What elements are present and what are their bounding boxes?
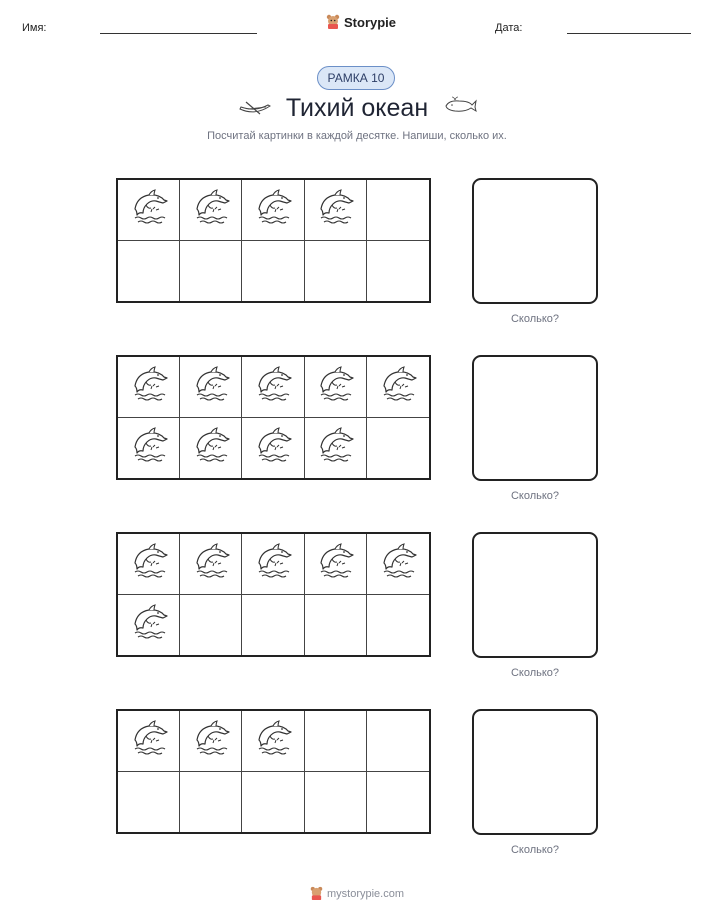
whale-icon — [443, 96, 477, 114]
dolphin-icon — [253, 541, 293, 586]
dolphin-icon — [129, 364, 169, 409]
dolphin-icon — [129, 541, 169, 586]
dolphin-icon — [315, 541, 355, 586]
frame-cell — [242, 357, 304, 418]
dolphin-icon — [378, 364, 418, 409]
bear-logo-icon — [326, 14, 340, 30]
answer-box[interactable] — [472, 532, 598, 658]
frame-cell — [180, 595, 242, 656]
ten-frame — [116, 532, 431, 657]
dolphin-icon — [253, 187, 293, 232]
frame-cell — [242, 418, 304, 479]
footer — [0, 886, 714, 901]
frame-cell — [118, 357, 180, 418]
how-many-label: Сколько? — [510, 667, 560, 679]
bear-logo-icon — [310, 886, 323, 901]
dolphin-icon — [129, 425, 169, 470]
date-label: Дата: — [495, 22, 523, 34]
answer-box[interactable] — [472, 709, 598, 835]
footer-url: mystorypie.com — [326, 887, 405, 900]
frame-cell — [180, 418, 242, 479]
frame-cell — [367, 534, 429, 595]
dolphin-icon — [191, 718, 231, 763]
frame-cell — [305, 180, 367, 241]
name-label: Имя: — [22, 22, 47, 34]
frame-badge: РАМКА 10 — [317, 66, 395, 90]
frame-cell — [242, 711, 304, 772]
dolphin-icon — [191, 541, 231, 586]
frame-cell — [180, 772, 242, 833]
frame-cell — [118, 180, 180, 241]
frame-cell — [118, 534, 180, 595]
frame-cell — [305, 772, 367, 833]
dolphin-icon — [129, 718, 169, 763]
frame-cell — [180, 357, 242, 418]
answer-box[interactable] — [472, 178, 598, 304]
frame-cell — [180, 534, 242, 595]
frame-cell — [118, 772, 180, 833]
frame-cell — [242, 180, 304, 241]
dolphin-icon — [253, 718, 293, 763]
brand-logo — [326, 14, 396, 30]
dolphin-icon — [129, 602, 169, 647]
how-many-label: Сколько? — [510, 490, 560, 502]
frame-cell — [305, 418, 367, 479]
date-line — [567, 33, 691, 34]
dolphin-icon — [191, 187, 231, 232]
frame-cell — [367, 772, 429, 833]
frame-cell — [242, 595, 304, 656]
dolphin-icon — [315, 364, 355, 409]
frame-cell — [305, 534, 367, 595]
dolphin-icon — [253, 425, 293, 470]
brand-name: Storypie — [344, 14, 397, 30]
name-line — [100, 33, 257, 34]
frame-cell — [180, 180, 242, 241]
ten-frame — [116, 709, 431, 834]
frame-cell — [367, 595, 429, 656]
frame-cell — [305, 241, 367, 302]
frame-cell — [367, 241, 429, 302]
ten-frame — [116, 355, 431, 480]
frame-cell — [305, 595, 367, 656]
answer-box[interactable] — [472, 355, 598, 481]
frame-cell — [242, 241, 304, 302]
dolphin-icon — [315, 425, 355, 470]
dolphin-icon — [191, 425, 231, 470]
dolphin-icon — [315, 187, 355, 232]
ten-frame — [116, 178, 431, 303]
frame-cell — [118, 418, 180, 479]
frame-cell — [242, 772, 304, 833]
frame-cell — [180, 241, 242, 302]
frame-cell — [305, 357, 367, 418]
frame-cell — [118, 241, 180, 302]
dolphin-icon — [253, 364, 293, 409]
frame-cell — [180, 711, 242, 772]
dolphin-icon — [378, 541, 418, 586]
how-many-label: Сколько? — [510, 313, 560, 325]
instructions: Посчитай картинки в каждой десятке. Напиши, сколько их. — [207, 130, 507, 142]
frame-cell — [118, 595, 180, 656]
dolphin-icon — [191, 364, 231, 409]
frame-cell — [367, 711, 429, 772]
frame-cell — [242, 534, 304, 595]
frame-cell — [367, 418, 429, 479]
frame-cell — [367, 180, 429, 241]
dolphin-icon — [129, 187, 169, 232]
frame-cell — [118, 711, 180, 772]
how-many-label: Сколько? — [510, 844, 560, 856]
page-title: Тихий океан — [285, 94, 429, 122]
frame-cell — [305, 711, 367, 772]
frame-cell — [367, 357, 429, 418]
